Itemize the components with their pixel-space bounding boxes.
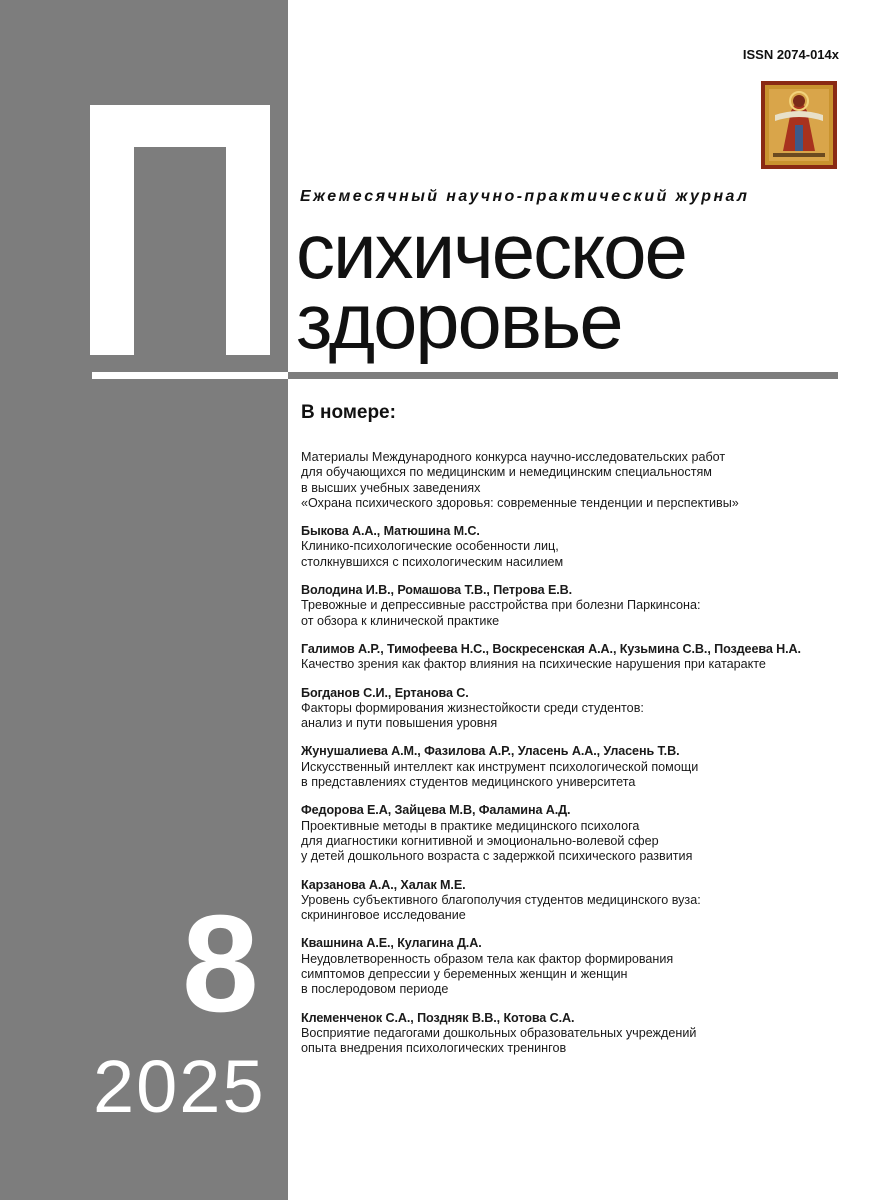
article-title-line: в послеродовом периоде xyxy=(301,982,449,997)
issue-number: 8 xyxy=(182,887,259,1041)
article-title-line: симптомов депрессии у беременных женщин и женщин xyxy=(301,967,628,982)
intro-line: в высших учебных заведениях xyxy=(301,480,481,495)
article-authors: Володина И.В., Ромашова Т.В., Петрова Е.В. xyxy=(301,583,573,598)
in-issue-heading: В номере: xyxy=(301,402,396,423)
article-authors: Быкова А.А., Матюшина М.С. xyxy=(301,524,480,539)
toc-entry xyxy=(301,686,861,732)
title-line-1: сихическое xyxy=(296,207,686,295)
article-title-line: Неудовлетворенность образом тела как фактор формирования xyxy=(301,951,674,966)
toc-entry xyxy=(301,583,861,629)
icon-painting xyxy=(761,81,837,169)
article-title-line: опыта внедрения психологических тренингов xyxy=(301,1041,567,1056)
article-title-line: у детей дошкольного возраста с задержкой психического развития xyxy=(301,849,693,864)
article-title-line: Восприятие педагогами дошкольных образовательных учреждений xyxy=(301,1025,697,1040)
article-title-line: анализ и пути повышения уровня xyxy=(301,716,498,731)
cover-image-icon xyxy=(761,81,837,169)
article-authors: Карзанова А.А., Халак М.Е. xyxy=(301,877,466,892)
intro-line: «Охрана психического здоровья: современные тенденции и перспективы» xyxy=(301,495,739,510)
article-title-line: для диагностики когнитивной и эмоционально-волевой сфер xyxy=(301,833,659,848)
article-title-line: Клинико-психологические особенности лиц, xyxy=(301,539,559,554)
journal-subtitle: Ежемесячный научно-практический журнал xyxy=(300,188,750,205)
divider-grey xyxy=(288,372,838,379)
toc-entry xyxy=(301,803,861,864)
toc-entry xyxy=(301,936,861,997)
issue-year: 2025 xyxy=(93,1045,266,1128)
divider-white xyxy=(92,372,288,379)
article-title-line: Факторы формирования жизнестойкости среди студентов: xyxy=(301,700,644,715)
article-title-line: скрининговое исследование xyxy=(301,908,466,923)
article-authors: Галимов А.Р., Тимофеева Н.С., Воскресенская А.А., Кузьмина С.В., Поздеева Н.А. xyxy=(301,641,801,656)
article-title-line: от обзора к клинической практике xyxy=(301,613,500,628)
toc-intro xyxy=(301,450,861,511)
article-title-line: Тревожные и депрессивные расстройства при болезни Паркинсона: xyxy=(301,598,701,613)
article-authors: Федорова Е.А, Зайцева М.В, Фаламина А.Д. xyxy=(301,803,571,818)
intro-line: для обучающихся по медицинским и немедицинским специальностям xyxy=(301,465,712,480)
article-title-line: столкнувшихся с психологическим насилием xyxy=(301,554,564,569)
article-authors: Клеменченок С.А., Поздняк В.В., Котова С.А. xyxy=(301,1010,575,1025)
article-title-line: Качество зрения как фактор влияния на психические нарушения при катаракте xyxy=(301,657,766,672)
article-title-line: в представлениях студентов медицинского университета xyxy=(301,775,636,790)
toc-entry xyxy=(301,744,861,790)
toc-entry xyxy=(301,642,861,673)
table-of-contents xyxy=(301,450,861,1070)
article-authors: Жунушалиева А.М., Фазилова А.Р., Уласень А.А., Уласень Т.В. xyxy=(301,744,680,759)
issn-label: ISSN 2074-014x xyxy=(742,47,839,62)
toc-entry xyxy=(301,1011,861,1057)
intro-line: Материалы Международного конкурса научно-исследовательских работ xyxy=(301,450,726,464)
article-title-line: Проективные методы в практике медицинского психолога xyxy=(301,818,640,833)
article-title-line: Искусственный интеллект как инструмент психологической помощи xyxy=(301,759,699,774)
article-authors: Квашнина А.Е., Кулагина Д.А. xyxy=(301,936,482,951)
toc-entry xyxy=(301,524,861,570)
article-title-line: Уровень субъективного благополучия студентов медицинского вуза: xyxy=(301,892,701,907)
toc-entry xyxy=(301,878,861,924)
title-initial-letter xyxy=(90,105,270,355)
title-line-2: здоровье xyxy=(296,277,622,365)
article-authors: Богданов С.И., Ертанова С. xyxy=(301,685,469,700)
